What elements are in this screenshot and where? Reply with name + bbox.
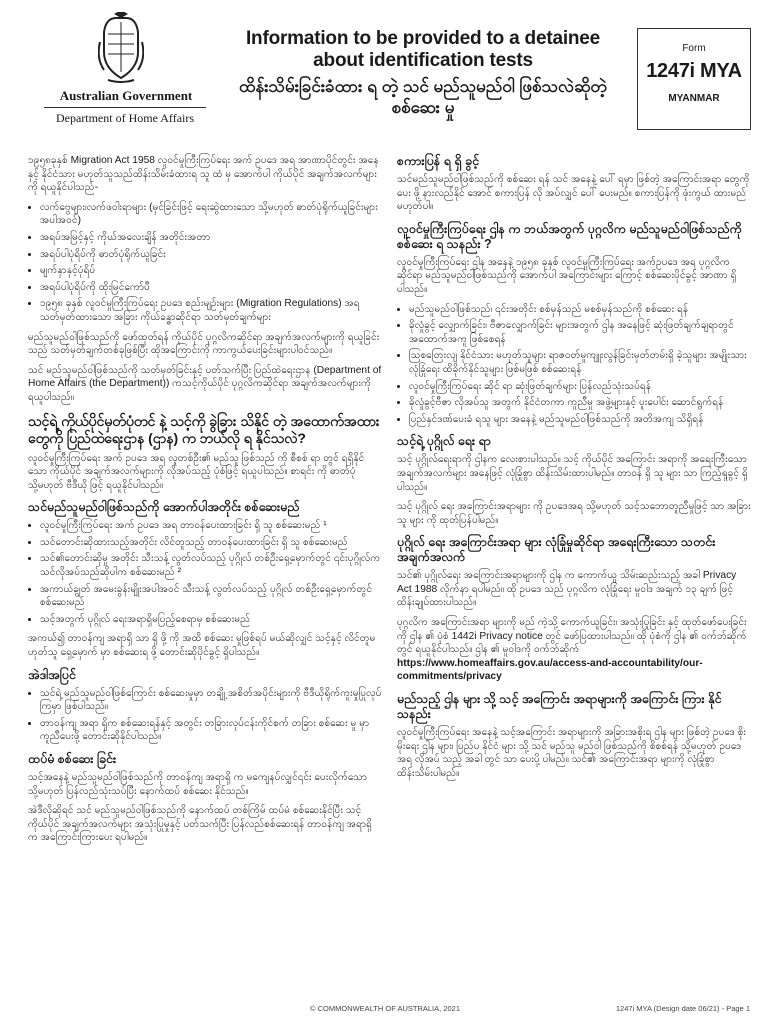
paragraph [397, 616, 752, 684]
form-label: Form [682, 43, 706, 54]
list-item: • သင့်အတွက် ပုဂ္ဂိုလ် ရေးအရာရှိမပြည့်စေရာမှ စစ်ဆေးမည် [40, 613, 383, 627]
privacy-link[interactable]: https://www.homeaffairs.gov.au/access-and-accountability/our-commitments/privacy [397, 657, 703, 683]
list-item: • လူဝင်မှုကြီးကြပ်ရေး အက် ဥပဒေ အရ တာဝန်ပေးထားခြင်း ရှိ သူ စစ်ဆေးမည် ¹ [40, 519, 383, 533]
list-item: • သြစတြေးလျ နိုင်ငံသား မဟုတ်သူများ ရာဇဝတ်မှုကျူးလွန်ခြင်းမှတ်တမ်းရှိ ခဲ့သူများ အမျိုးသားလုံခြုံရေး ထိခိုက်နိုင်သူများ ဖြစ်မဖြစ် စစ်ဆေးရန် [409, 349, 752, 376]
list-item: • အရပ်ပါပုံရိပ်ကို ထိုးမြင်ကော်ပီ [40, 281, 383, 295]
form-page-info: 1247i MYA (Design date 06/21) - Page 1 [615, 1004, 750, 1013]
form-id-box [637, 28, 751, 130]
intro-list [28, 201, 383, 325]
paragraph: အဲဒီလိုဆိုရင် သင် မည်သူမည်ဝါဖြစ်သည်ကို နောက်ထပ် တစ်ကြိမ် ထပ်မံ စစ်ဆေးနိုင်ပြီး သင့်ကိုယ်ပိုင် အချက်အလက်များ အသုံးပြုမှုနှင့် ပတ်သက်ပြီး ပြန်လည်စစ်ဆေးရန် တာဝန်ကျ အရာရှိ က အကြောင်းကြားပေး ရပါမည်။ [28, 805, 373, 844]
paragraph: သင့်အနေနဲ့ မည်သူမည်ဝါဖြစ်သည်ကို တာဝန်ကျ အရာရှိ က မကျေနပ်လျှင်၎င်း ပေးလိုက်သော သို့မဟုတ် ပြန်လည်သုံးသပ်ပြီး နောက်ထပ် စစ်ဆေး နိုင်သည်။ [28, 772, 368, 797]
paragraph: သင့် ပုဂ္ဂိုလ် ရေး အကြောင်းအရာများ ကို ဥပဒေအရ သို့မဟုတ် သင့်သဘောတူညီမှုဖြင့် သာ အခြား သူ များ ကို ထုတ်ပြန်ပါမည်။ [397, 501, 751, 526]
list-item: • ၁၉၅၈ ခုနှစ် လူဝင်မှုကြီးကြပ်ရေး ဥပဒေ စည်းမျဉ်းများ (Migration Regulations) အရ သတ်မှတ်ထားသော အခြား ကိုယ်ခန္ဓာဆိုင်ရာ သတ်မှတ်ချက်များ [40, 297, 383, 324]
list-item: • လူဝင်မှုကြီးကြပ်ရေး ဆိုင် ရာ ဆုံးဖြတ်ချက်များ ပြန်လည်သုံးသပ်ရန် [409, 380, 752, 394]
paragraph: သင့် ပုဂ္ဂိုလ်ရေးရာကို ဌါနက လေးစားပါသည်။ သင့် ကိုယ်ပိုင် အကြောင်း အရာကို အရေးကြီးသော အချက်အလက်များ အနေဖြင့် လုံခြုံစွာ ထိန်းသိမ်းထားပါမည်။ တာဝန် ရှိ သူ များ သာ ကြည့်ရှုခွင့် ရှိပါသည်။ [397, 454, 748, 493]
list-item: • တာဝန်ကျ အရာ ရှိက စစ်ဆေးရန်နှင့် အတွင်း တခြားလုပ်ငန်းကိုင်စက် တခြား စစ်ဆေး မှု မှာ ကူညီပေးဖို့ တောင်းဆိုနိုင်ပါသည်။ [40, 717, 383, 744]
right-column [397, 154, 752, 786]
section-heading: သင့်ရဲ့ ကိုယ်ပိုင်မှတ်ပုံတင် နဲ့ သင့်ကို ခွဲခြား သိနိုင် တဲ့ အထောက်အထားတွေကို ပြည်ထဲရေးဌာန (ဌာန) က ဘယ်လို ရ နိုင်သလဲ? [28, 412, 380, 446]
coat-of-arms-icon [98, 12, 144, 84]
reasons-list [397, 303, 752, 427]
section-heading: စကားပြန် ရ ရှိ ခွင့် [397, 154, 480, 168]
checks-list [28, 519, 383, 626]
list-item: • သင်ရဲ့ မည်သူမည်ဝါဖြစ်ကြောင်း စစ်ဆေးမှုမှာ တချို့ အစိတ်အပိုင်းများကို ဗီဒီယိုရိုက်ကူးမှုပြုလုပ်ကြမှာ ဖြစ်ပါသည်။ [40, 687, 383, 714]
list-item: • သင်တောင်းဆိုထားသည့်အတိုင်း လိင်တူသည့် တာဝန်ပေးထားခြင်း ရှိ သူ စစ်ဆေးမည် [40, 536, 383, 550]
privacy-text: ပုဂ္ဂလိက အကြောင်းအရာ များကို မည် ကဲ့သို့ ကောက်ယူခြင်း၊ အသုံးပြုခြင်း နှင့် ထုတ်ဖော်ပေးခြင်းကို ဌါန ၏ ပုံစံ 1442i Privacy notice တွင် ဖော်ပြထားပါသည်။ ထို ပုံစံကို ဌါန ၏ ဝက်ဘ်ဆိုက်တွင် ရယူနိုင်ပါသည်။ ဌါန ၏ မူဝါဒကို ဝက်ဘ်ဆိုက် [397, 617, 747, 656]
paragraph: သင် မည်သူမည်ဝါဖြစ်သည်ကို သတ်မှတ်ခြင်းနှင့် ပတ်သက်ပြီး ပြည်ထဲရေးဌာန (Department of Home Affairs (the Department)) ကသင့်ကိုယ်ပိုင် ပုဂ္ဂလိကဆိုင်ရာ အချက်အလက်များကို ရယူပါသည်။ [28, 364, 382, 403]
list-item: • လက်ဗွေများ၊လက်ဖဝါးရာများ (မှင်ခြင်းဖြင့် ရေးဆွဲထားသော သို့မဟုတ် ဓာတ်ပုံရိုက်ယူခြင်းများ အပါအဝင်) [40, 201, 383, 228]
paragraph: သင်မည်သူမည်ဝါဖြစ်သည်ကို စစ်ဆေး ရန် သင် အနေနဲ့ ပေါ် ရမှာ ဖြစ်တဲ့ အကြောင်းအရာ တွေကို ပေး ဖို့ နားလည်နိုင် အောင် စကားပြန် လို အပ်လျှင် ပေါ် ပေးမည်။ စကားပြန်ကို ဖုံးကွယ် ထားမည် မဟုတ်ပါ။ [397, 174, 750, 213]
left-column [28, 154, 383, 851]
list-item: • အရပ်ပါပုံရိပ်ကို ဓာတ်ပုံရိုက်ယူခြင်း [40, 248, 383, 262]
section-heading: အဲဒါအပြင် [28, 667, 76, 682]
list-item: • သင်၏တောင်းဆိုမှု အတိုင်း သီးသန့် လွတ်လပ်သည့် ပုဂ္ဂိုလ် တစ်ဦးရှေ့မှောက်တွင် ၎င်းပုဂ္ဂိုလ်ကသင်လိုအပ်သည်ဆိုပါက စစ်ဆေးမည် ² [40, 552, 383, 579]
list-item: • ခိုလှုံခွင့် လျှောက်ခြင်း၊ ဗီဇာလျှောက်ခြင်း များအတွက် ဌါန အနေဖြင့် ဆုံးဖြတ်ချက်ချရာတွင် အထောက်အကူ ဖြစ်စေရန် [409, 319, 752, 346]
paragraph: အကယ်၍ တာဝန်ကျ အရာရှိ သာ ရှိ ဖို့ ကို အထိ စစ်ဆေး မှုဖြစ်ရပ် မယ်ဆိုလျှင် သင့်နှင့် လိင်တူမဟုတ်သူ ရှေ့မှောက် မှာ စစ်ဆေးရ ဖို့ တောင်းဆိုပိုင်ခွင့် ရှိပါသည်။ [28, 633, 376, 659]
section-heading: သင်မည်သူမည်ဝါဖြစ်သည်ကို အောက်ပါအတိုင်း စစ်ဆေးမည် [28, 500, 300, 515]
list-item: • မျက်နှာနှင့်ပုံရိပ် [40, 264, 383, 278]
list-item: • ပြည်နှင်ဒဏ်ပေးခံ ရသူ များ အနေနဲ့ မည်သူမည်ဝါဖြစ်သည်ကို အတိအကျ သိရှိရန် [409, 413, 752, 427]
list-item: • မည်သူမည်ဝါဖြစ်သည်၊ ၎င်းအတိုင်း စစ်မှန်သည် မစစ်မှန်သည်ကို စစ်ဆေး ရန် [409, 303, 752, 317]
logo-divider [44, 107, 206, 108]
intro-paragraph: ၁၉၅၈ခုနှစ် Migration Act 1958 လူဝင်မှုကြီးကြပ်ရေး အက် ဥပဒေ အရ အာဏာပိုင်တွင်း အနေနှင့် နိုင်ငံသား မဟုတ်သူသည်ထိန်းသိမ်းခံထားရ သူ ထံ မှ အောက်ပါ ကိုယ်ပိုင် အချက်အလက်များကို ရယူနိုင်ပါသည်- [28, 155, 379, 194]
section-heading: သင့်ရဲ့ ပုဂ္ဂိုလ် ရေး ရာ [397, 434, 491, 449]
section-heading: မည်သည့် ဌါန များ သို့ သင့် အကြောင်း အရာများကို အကြောင်း ကြား နိုင် သနည်း [397, 692, 722, 722]
title-myanmar: ထိန်းသိမ်းခြင်းခံထား ရ တဲ့ သင် မည်သူမည်ဝါ ဖြစ်သလဲဆိုတဲ့ စစ်ဆေး မှု [239, 77, 607, 117]
section-heading: လူဝင်မှုကြီးကြပ်ရေး ဌါန က ဘယ်အတွက် ပုဂ္ဂလိက မည်သူမည်ဝါဖြစ်သည်ကို စစ်ဆေး ရ သနည်း ? [397, 221, 742, 251]
document-title [228, 28, 618, 118]
form-language: MYANMAR [668, 93, 720, 104]
form-number: 1247i MYA [646, 60, 742, 82]
paragraph: မည်သူမည်ဝါဖြစ်သည်ကို ဖော်ထုတ်ရန် ကိုယ်ပိုင် ပုဂ္ဂလိကဆိုင်ရာ အချက်အလက်များကို ရယူခြင်းသည် သတ်မှတ်ချက်တစ်ခုဖြစ်ပြီး ထိုအကြောင်းကို ကာကွယ်ပေးခြင်းများပါဝင်သည်။ [28, 331, 380, 357]
copyright-notice: © COMMONWEALTH OF AUSTRALIA, 2021 [310, 1004, 460, 1013]
additional-list [28, 687, 383, 744]
paragraph: လူဝင်မှုကြီးကြပ်ရေး ဌါန အနေနဲ့ ၁၉၅၈ ခုနှစ် လူဝင်မှုကြီးကြပ်ရေး အက်ဥပဒေ အရ ပုဂ္ဂလိကဆိုင်ရာ မည်သူမည်ဝါဖြစ်သည်ကို အောက်ပါ အကြောင်းများ ကြောင့် စစ်ဆေးပိုင်ခွင့် အာဏာ ရှိ ပါသည်။ [397, 256, 737, 295]
section-heading: ထပ်မံ စစ်ဆေး ခြင်း [28, 752, 117, 766]
list-item: • အရပ်အမြင့်နှင့် ကိုယ်အလေးချိန် အတိုင်းအတာ [40, 231, 383, 245]
page-header [0, 0, 770, 148]
list-item: • ခိုလှုံခွင့်ဗီဇာ လိုအပ်သူ အတွက် နိုင်ငံတကာ ကူညီမှု အဖွဲ့များနှင့် ပူးပေါင်း ဆောင်ရွက်ရန် [409, 396, 752, 410]
department-name: Department of Home Affairs [55, 111, 195, 125]
government-name: Australian Government [59, 88, 193, 103]
paragraph: လူဝင်မှုကြီးကြပ်ရေး အက် ဥပဒေ အရ လူတစ်ဦး၏ မည်သူ ဖြစ်သည် ကို စီစစ် ရာ တွင် ရရှိနိုင်သော ကိုယ်ပိုင် အချက်အလက်များကို လိုအပ်သည့် ပုံစံဖြင့် ရယူပါသည်။ စာရင်း ကို ဓာတ်ပုံ သို့မဟုတ် ဗီဒီယို ဖြင့် ရယူနိုင်ပါသည်။ [28, 452, 365, 491]
section-heading: ပုဂ္ဂိုလ် ရေး အကြောင်းအရာ များ လုံခြုံမှုဆိုင်ရာ အရေးကြီးသော သတင်းအချက်အလက် [397, 535, 716, 565]
paragraph: သင်၏ ပုဂ္ဂိုလ်ရေး အကြောင်းအရာများကို ဌါန က ကောက်ယူ သိမ်းဆည်းသည့် အခါ Privacy Act 1988 လိုက်နာ ရပါမည်။ ထို ဥပဒေ သည် ပုဂ္ဂလိက လုံခြုံရေး မူဝါဒ အချက် ၁၃ ချက် ဖြင့်ထိန်းချုပ်ထားပါသည်။ [397, 570, 737, 609]
list-item: • အကာယ်ချွတ် အမေးခွန်းမျိုးအပါအဝင် သီးသန့် လွတ်လပ်သည့် ပုဂ္ဂိုလ် တစ်ဦးရှေ့မှောက်တွင်စစ်ဆေးမည် [40, 583, 383, 610]
title-english: Information to be provided to a detainee about identification tests [245, 28, 601, 71]
paragraph: လူဝင်မှုကြီးကြပ်ရေး အနေနဲ့ သင့်အကြောင်း အရာများကို အခြားအစိုးရ ဌါန များ ဖြစ်တဲ့ ဥပဒေ စိုးမိုးရေး ဌါန များ၊ ပြည်ပ နိုင်ငံ များ သို့ သင် မည်သူ မည်ဝါ ဖြစ်သည်ကို စိစစ်ရန် သို့မဟုတ် ဥပဒေ အရ လိုအပ် သည့် အခါ တွင် သာ ပေးပို့ ပါမည်။ သင်၏ အကြောင်းအရာ များကို လုံခြုံစွာ ထိန်းသိမ်းပါမည်။ [397, 727, 747, 779]
